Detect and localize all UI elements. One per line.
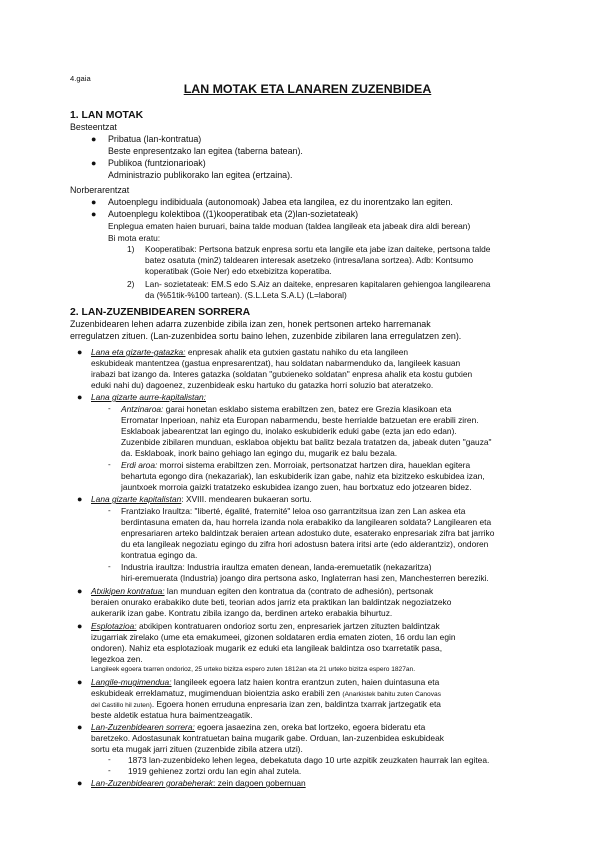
industria-iraultza-line: Industria iraultza: Industria iraultza ematen denean, landa-eremuetatik (nekazaritza)	[121, 562, 432, 572]
paragraph-line: eskubideak erreklamatuz, mugimenduan bioientzia asko erabili zen (Anarkistek bahitu zuten Canovas	[91, 688, 441, 698]
frantziako-iraultza-line: enpresariaren arteko baldintzak beraien artean adostuko dute, esaterako enpresariak zifra bat jarriko	[121, 528, 495, 538]
item-publikoa: Publikoa (funtzionarioak)	[108, 158, 206, 168]
bullet-title: Lana eta gizarte-gatazka:	[91, 347, 186, 357]
bullet-lana-gizarte-gatazka: Lana eta gizarte-gatazka: enpresak ahalik eta gutxien gastatu nahiko du eta langileen	[91, 347, 409, 357]
dash-marker: -	[108, 506, 111, 515]
bullet-icon: ●	[91, 209, 97, 219]
bullet-lana-gizarte-kapitalistan: Lana gizarte kapitalistan: XVIII. mendearen bukaeran sortu.	[91, 494, 312, 504]
paragraph-line: eskubideak mantentzea (gastua enpresarentzat), hau soldatan nabarmenduko da, langileek kasuan	[91, 358, 461, 368]
bullet-icon: ●	[91, 134, 97, 144]
dash-marker: -	[108, 766, 111, 775]
bullet-icon: ●	[77, 778, 83, 788]
frantziako-iraultza-line: kontratua egingo da.	[121, 550, 198, 560]
bullet-icon: ●	[91, 197, 97, 207]
item-autoenplegu-kolektiboa: Autoenplegu kolektiboa ((1)kooperatibak eta (2)lan-sozietateak)	[108, 209, 359, 219]
bullet-title: Lana gizarte aurre-kapitalistan:	[91, 392, 206, 402]
antzinaroa-line: da. Esklaboak, inork baino gehiago lan egingo du, mugarik ez balu bezala.	[121, 448, 398, 458]
bullet-title: Atxikipen kontratua:	[91, 586, 165, 596]
antzinaroa-line: Esklaboak jabearentzat lan egingo du, inolako eskubiderik eduki gabe (ezta jan edo edan).	[121, 426, 457, 436]
paragraph-line: izugarriak zirelako (ume eta emakumeei, gizonen soldataren erdia ematen zioten, 16 ordu lan egin	[91, 632, 456, 642]
paragraph-line: irabazi bat izango da. Interes gatazka (soldatan "gutxieneko soldatan" enpresa ahalik eta kostu gutxien	[91, 369, 473, 379]
item-pribatua-desc: Beste enpresentzako lan egitea (taberna batean).	[108, 146, 303, 156]
bullet-icon: ●	[77, 392, 83, 402]
item-pribatua: Pribatua (lan-kontratua)	[108, 134, 202, 144]
dash-marker: -	[108, 404, 111, 413]
section-2-heading: 2. LAN-ZUZENBIDEAREN SORRERA	[70, 307, 251, 318]
law-1919: 1919 gehienez zortzi ordu lan egin ahal zutela.	[128, 766, 302, 776]
bullet-icon: ●	[77, 621, 83, 631]
item-autoenplegu-indibiduala: Autoenplegu indibiduala (autonomoak) Jabea eta langilea, ez du inorentzako lan egiten.	[108, 197, 453, 207]
paragraph-line: aukerarik izan gabe. Kontratu zibila izango da, berdinen arteko erabakia bihurtuz.	[91, 608, 393, 618]
kooperatibak-line: Kooperatibak: Pertsona batzuk enpresa sortu eta langile eta jabe izan daiteke, pertsona talde	[145, 244, 491, 254]
lan-sozietateak-line: da (%51tik-%100 tartean). (S.L.Leta S.A.L) (L=laboral)	[145, 290, 347, 300]
bullet-lan-zuzenbidearen-gorabeherak: Lan-Zuzenbidearen gorabeherak: zein dagoen gobernuan	[91, 778, 306, 788]
paragraph-line: ondoren). Nahiz eta esplotazioak mugarik ez eduki eta langileak baldintza oso txarretatik pasa,	[91, 643, 443, 653]
intro-line: Zuzenbidearen lehen adarra zuzenbide zibila izan zen, honek pertsonen arteko harremanak	[70, 319, 431, 329]
law-1873: 1873 lan-zuzenbideko lehen legea, debekatuta dago 10 urte azpitik zeuzkaten haurrak lan egitea.	[128, 755, 490, 765]
dash-marker: -	[108, 460, 111, 469]
kooperatibak-line: koperatibak (Goie Ner) edo etxebizitza koperatiba.	[145, 266, 332, 276]
bullet-lan-zuzenbidearen-sorrera: Lan-Zuzenbidearen sorrera: egoera jasaezina zen, oreka bat lortzeko, egoera bideratu eta	[91, 722, 426, 732]
bullet-icon: ●	[91, 158, 97, 168]
page-label: 4.gaia	[70, 74, 91, 83]
autoenplegu-desc-line: Bi mota eratu:	[108, 233, 161, 243]
bullet-icon: ●	[77, 347, 83, 357]
erdi-aroa-line: behartuta egongo dira (nekazariak), lan eskubiderik izan gabe, nahiz eta bizitzeko eskubidea izan,	[121, 471, 485, 481]
paragraph-line: eduki nahi du) dagoenez, zuzenbideak esku hartuko du gatazka horri soluzio bat ateratzeko.	[91, 380, 434, 390]
bullet-title: Lan-Zuzenbidearen gorabeherak	[91, 778, 213, 788]
bullet-langile-mugimendua: Langile-mugimendua: langileek egoera latz haien kontra erantzun zuten, haien duintasuna eta	[91, 677, 440, 687]
dash-marker: -	[108, 562, 111, 571]
dash-marker: -	[108, 755, 111, 764]
bullet-icon: ●	[77, 494, 83, 504]
lan-sozietateak-line: Lan- sozietateak: EM.S edo S.Aiz an daiteke, enpresaren kapitalaren gehiengoa langilearena	[145, 279, 491, 289]
antzinaroa-line: Erromatar Inperioan, nahiz eta Europan nabarmendu, beste herrialde batzuetan ere erabili ziren.	[121, 415, 479, 425]
bullet-icon: ●	[77, 722, 83, 732]
paragraph-line: del Castillo hil zuten). Egoera honen erruduna enpresaria izan zen, baldintza txarrak jartzegatik eta	[91, 699, 441, 709]
bullet-icon: ●	[77, 586, 83, 596]
bullet-title: Lana gizarte kapitalistan	[91, 494, 182, 504]
norberarentzat-label: Norberarentzat	[70, 185, 130, 195]
bullet-esplotazioa: Esplotazioa: atxikipen kontratuaren ondorioz sortu zen, enpresariek jartzen zituzten baldintzak	[91, 621, 440, 631]
number-marker: 2)	[127, 279, 135, 289]
esplotazioa-note: Langileek egoera txarren ondorioz, 25 urteko bizitza espero zuten 1812an eta 21 urteko bizitza espero 1827an.	[91, 666, 416, 673]
bullet-atxikipen-kontratua: Atxikipen kontratua: lan munduan egiten den kontratua da (contrato de adhesión), pertsonak	[91, 586, 434, 596]
antzinaroa-line: Antzinaroa: garai honetan esklabo sistema erabiltzen zen, batez ere Grezia klasikoan eta	[121, 404, 452, 414]
paragraph-line: baretzeko. Adostasunak kontratuetan baina mugarik gabe. Orduan, lan-zuzenbidea eskubideak	[91, 733, 444, 743]
frantziako-iraultza-line: berdintasuna ematen da, hau horrela izanda nola erabakiko da langilearen soldata? Langilearen eta	[121, 517, 492, 527]
section-1-heading: 1. LAN MOTAK	[70, 110, 144, 121]
bullet-title: Esplotazioa:	[91, 621, 137, 631]
page-title: LAN MOTAK ETA LANAREN ZUZENBIDEA	[183, 82, 432, 96]
number-marker: 1)	[127, 244, 135, 254]
bullet-title: Langile-mugimendua:	[91, 677, 172, 687]
autoenplegu-desc-line: Enplegua ematen haien buruari, baina talde moduan (taldea langileak eta jabeak dira aldi berean)	[108, 221, 471, 231]
kooperatibak-line: batez osatuta (min2) taldearen interesak asetzeko (intresa/lana sortzea). Adb: Kontsumo	[145, 255, 474, 265]
besteentzat-label: Besteentzat	[70, 122, 117, 132]
paragraph-line: beraien onurako erabakiko dute beti, teorian ados jarriz eta praktikan lan baldintzak negoziatzeko	[91, 597, 452, 607]
paragraph-line: sortu eta mugak jarri zituen (zuzenbide zibila atzera utzi).	[91, 744, 303, 754]
paragraph-line: beste aldetik estatua hura baimentzeagatik.	[91, 710, 253, 720]
antzinaroa-line: Zuzenbide zibilaren munduan, esklaboa objektu bat balitz bezala tratatzen da, jabeak duten "gauza"	[121, 437, 492, 447]
item-publikoa-desc: Administrazio publikorako lan egitea (ertzaina).	[108, 170, 293, 180]
erdi-aroa-line: jauntxoek morroia gaizki tratatzeko eskubidea izango zuen, hau bortxatuz edo jotzearen bidez.	[121, 482, 472, 492]
frantziako-iraultza-line: Frantziako Iraultza: "liberté, égalité, fraternité" leloa oso garrantzitsua izan zen Lan askea eta	[121, 506, 466, 516]
erdi-aroa-line: Erdi aroa: morroi sistema erabiltzen zen. Morroiak, pertsonatzat hartzen dira, haueklan egitera	[121, 460, 471, 470]
intro-line: erregulatzen zituen. (Lan-zuzenbidea sortu baino lehen, zuzenbide zibilaren lana erregulatzen zen).	[70, 331, 462, 341]
industria-iraultza-line: hiri-eremuerata (Industria) joango dira pertsona asko, Inglaterran hasi zen, Manchesterren bereziki.	[121, 573, 489, 583]
bullet-icon: ●	[77, 677, 83, 687]
frantziako-iraultza-line: du eta langileak negoziatu egingo du zifra hori adostusn batera iritsi arte (edo alderantziz), ondoren	[121, 539, 489, 549]
paragraph-line: legezkoa zen.	[91, 654, 143, 664]
bullet-title: Lan-Zuzenbidearen sorrera:	[91, 722, 195, 732]
